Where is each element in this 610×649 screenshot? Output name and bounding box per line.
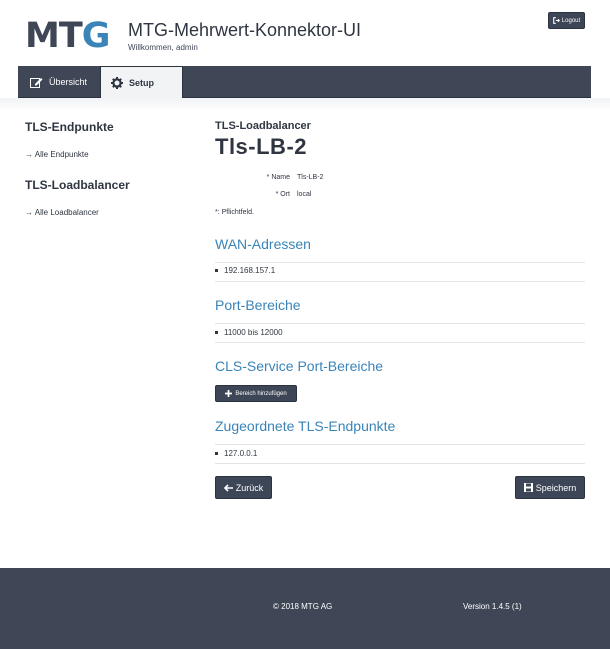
divider <box>215 463 585 464</box>
welcome-text: Willkommen, admin <box>128 43 198 52</box>
plus-icon <box>225 390 232 397</box>
arrow-right-icon: → <box>25 208 35 217</box>
copyright: © 2018 MTG AG <box>273 602 333 611</box>
logo-text-mt: MT <box>25 16 82 56</box>
ports-heading: Port-Bereiche <box>215 297 301 313</box>
sidebar-link-label: Alle Endpunkte <box>34 150 89 159</box>
tab-setup[interactable] <box>100 66 183 98</box>
header <box>0 0 610 66</box>
add-range-label: Bereich hinzufügen <box>235 390 287 397</box>
main-nav <box>18 66 591 98</box>
arrow-right-icon: → <box>25 150 35 159</box>
endpoint-address: 127.0.0.1 <box>224 449 258 458</box>
divider <box>215 281 585 282</box>
sidebar-heading-tls-loadbalancer: TLS-Loadbalancer <box>25 178 130 192</box>
divider <box>215 444 585 445</box>
tab-setup-label: Setup <box>129 77 155 88</box>
endpoints-heading: Zugeordnete TLS-Endpunkte <box>215 418 396 434</box>
list-item <box>215 266 275 275</box>
sidebar-heading-tls-endpunkte: TLS-Endpunkte <box>25 120 114 134</box>
page-title: Tls-LB-2 <box>215 134 307 159</box>
save-label: Speichern <box>535 482 577 493</box>
list-item <box>215 449 257 458</box>
arrow-left-icon <box>224 484 233 492</box>
footer <box>0 568 610 649</box>
back-button[interactable] <box>215 476 272 499</box>
edit-icon <box>30 77 43 88</box>
logo-text-g: G <box>81 16 110 56</box>
required-note: *: Pflichtfeld. <box>215 209 254 216</box>
tab-overview[interactable] <box>20 66 100 98</box>
cls-heading: CLS-Service Port-Bereiche <box>215 358 384 374</box>
sidebar-link-all-loadbalancers[interactable] <box>25 208 99 217</box>
wan-address: 192.168.157.1 <box>224 266 276 275</box>
tab-overview-label: Übersicht <box>49 77 88 87</box>
divider <box>215 342 585 343</box>
sidebar-link-all-endpoints[interactable] <box>25 150 89 159</box>
save-button[interactable] <box>515 476 585 499</box>
ort-label: * Ort <box>275 191 290 198</box>
divider <box>215 262 585 263</box>
wan-heading: WAN-Adressen <box>215 236 311 252</box>
gear-icon <box>111 77 123 89</box>
logout-label: Logout <box>561 17 581 24</box>
bullet-icon <box>215 331 218 334</box>
bullet-icon <box>215 452 218 455</box>
sidebar-link-label: Alle Loadbalancer <box>34 208 99 217</box>
logout-icon <box>553 17 560 24</box>
app-title: MTG-Mehrwert-Konnektor-UI <box>128 20 362 40</box>
name-label: * Name <box>266 174 290 181</box>
add-range-button[interactable] <box>215 385 297 402</box>
back-label: Zurück <box>235 482 264 493</box>
breadcrumb: TLS-Loadbalancer <box>215 120 311 132</box>
save-icon <box>524 483 533 492</box>
divider <box>215 323 585 324</box>
port-range: 11000 bis 12000 <box>224 328 283 337</box>
nav-shadow <box>0 98 610 112</box>
bullet-icon <box>215 269 218 272</box>
logo <box>25 16 109 56</box>
name-value: Tls-LB-2 <box>297 174 324 181</box>
list-item <box>215 328 283 337</box>
ort-value: local <box>297 191 312 198</box>
version: Version 1.4.5 (1) <box>463 602 522 611</box>
logout-button[interactable] <box>548 12 585 29</box>
